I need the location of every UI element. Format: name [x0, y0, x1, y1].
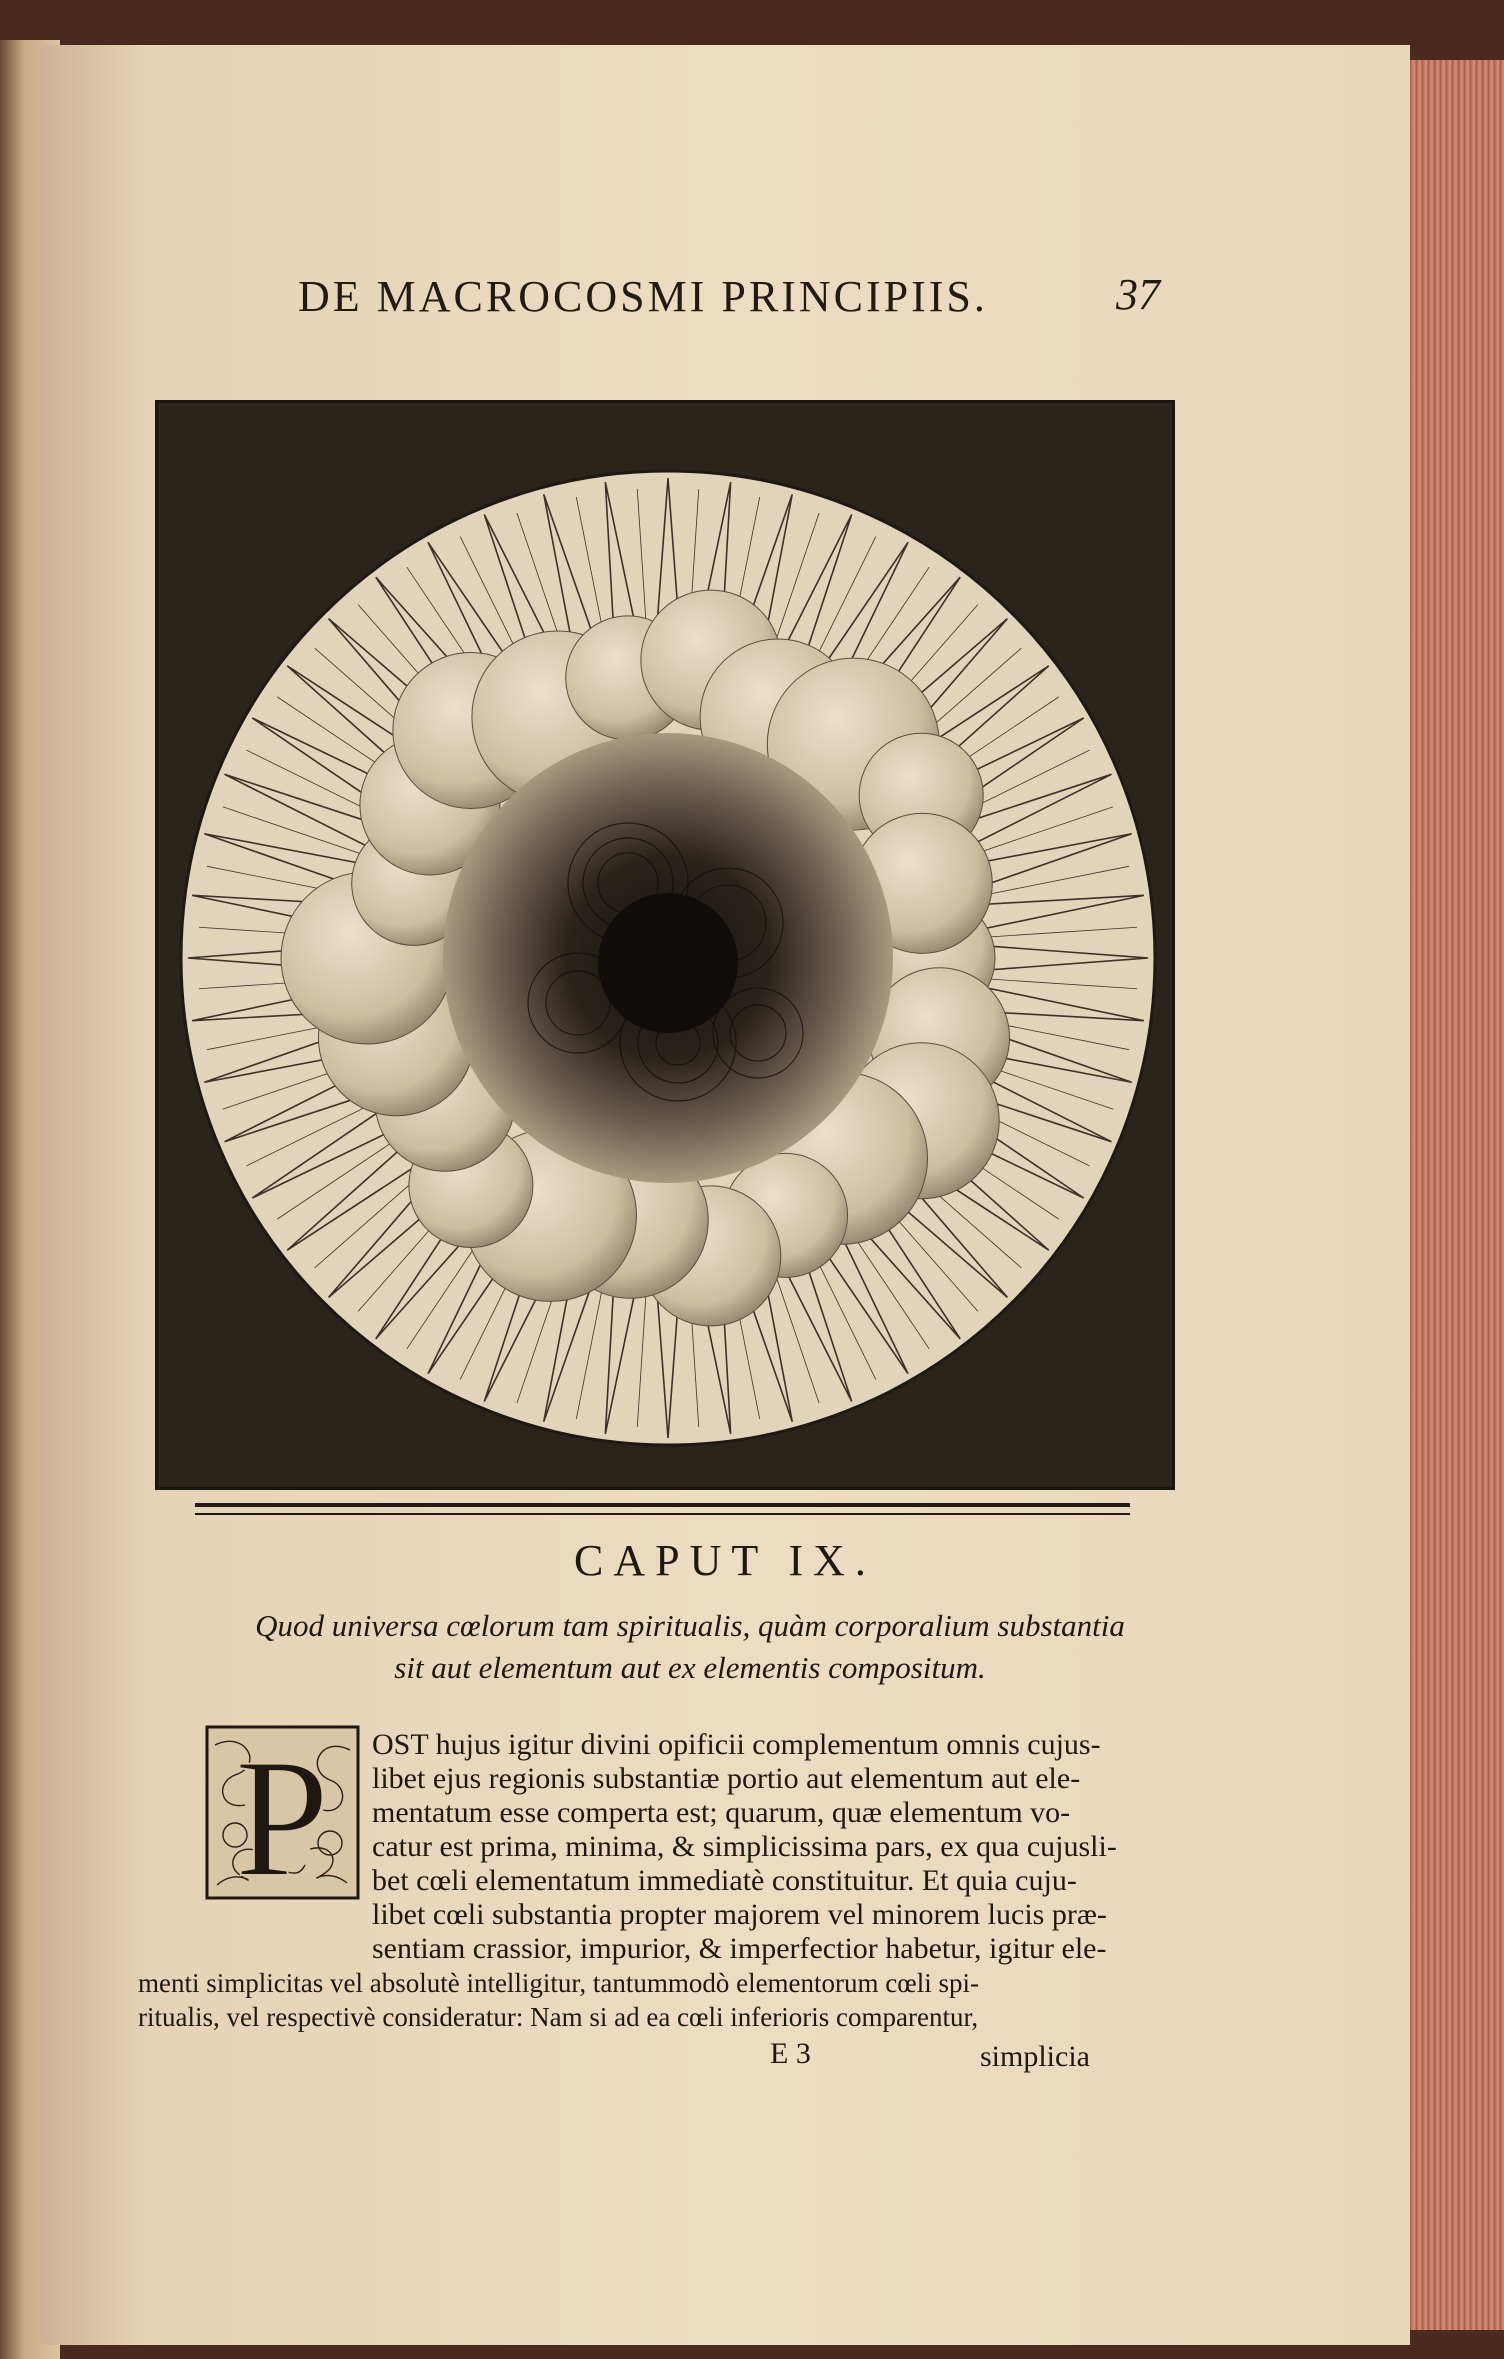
text-line-9: ritualis, vel respectivè consideratur: Nam si ad ea cœli inferioris comparentur,	[138, 2002, 979, 2032]
initial-letter: P	[234, 1725, 330, 1900]
text-line-3: mentatum esse comperta est; quarum, quæ elementum vo-	[372, 1796, 1071, 1829]
heading-rule-thick	[195, 1503, 1130, 1507]
page-number: 37	[1116, 270, 1160, 319]
signature-mark: E 3	[770, 2037, 811, 2070]
text-line-1: OST hujus igitur divini opificii complementum omnis cujus-	[372, 1728, 1101, 1761]
running-head	[270, 267, 1160, 327]
text-line-8: menti simplicitas vel absolutè intelligitur, tantummodò elementorum cœli spi-	[138, 1968, 980, 1998]
book-page	[40, 45, 1410, 2345]
floral-initial-icon	[205, 1725, 360, 1900]
chapter-summary	[240, 1605, 1140, 1689]
running-title: DE MACROCOSMI PRINCIPIIS.	[298, 272, 988, 321]
text-line-7: sentiam crassior, impurior, & imperfectior habetur, igitur ele-	[372, 1932, 1107, 1965]
summary-line-2: sit aut elementum aut ex elementis compositum.	[394, 1650, 986, 1685]
decorated-initial	[205, 1725, 360, 1900]
heading-rule-thin	[195, 1513, 1130, 1515]
summary-line-1: Quod universa cœlorum tam spiritualis, quàm corporalium substantia	[255, 1608, 1125, 1643]
text-line-2: libet ejus regionis substantiæ portio aut elementum aut ele-	[372, 1762, 1081, 1795]
engraving-plate	[155, 400, 1175, 1490]
text-line-5: bet cœli elementatum immediatè constituitur. Et quia cuju-	[372, 1864, 1077, 1897]
catchword: simplicia	[980, 2040, 1090, 2073]
creation-cloud-sunburst-engraving	[158, 403, 1172, 1487]
text-line-6: libet cœli substantia propter majorem vel minorem lucis præ-	[372, 1898, 1107, 1931]
text-line-4: catur est prima, minima, & simplicissima pars, ex qua cujusli-	[372, 1830, 1117, 1863]
chapter-heading: CAPUT IX.	[574, 1536, 876, 1585]
page-edges	[1399, 60, 1504, 2330]
